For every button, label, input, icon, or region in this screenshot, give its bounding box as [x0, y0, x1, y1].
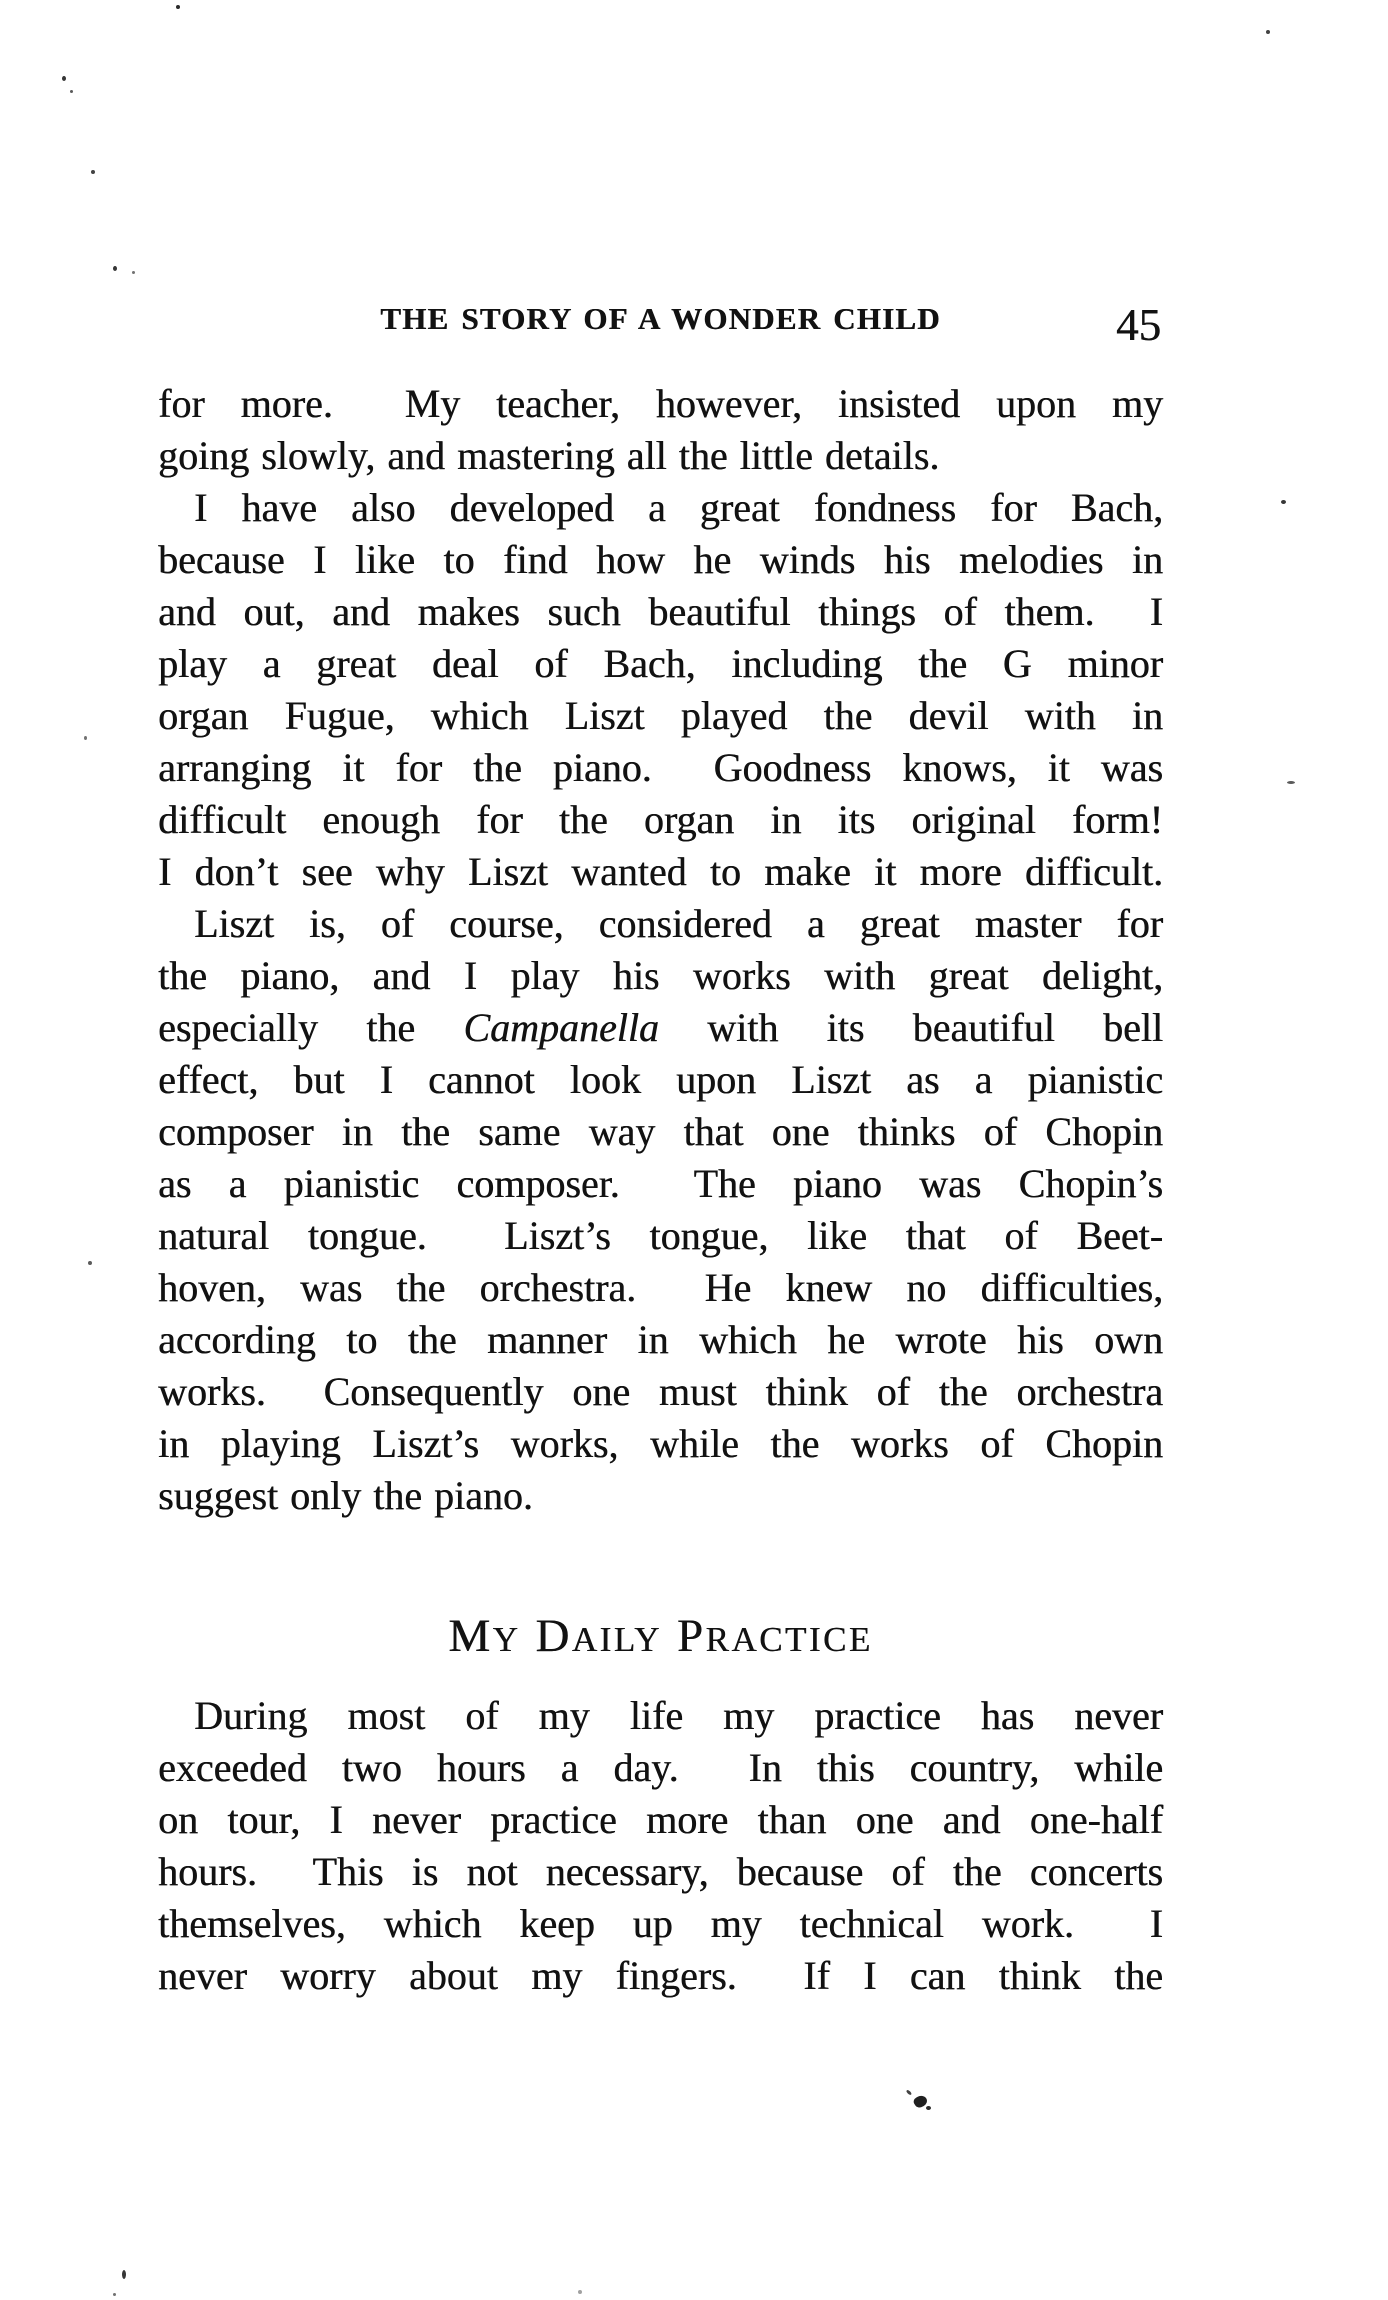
text-line: because I like to find how he winds his melodies in	[158, 537, 1163, 582]
scan-speck	[88, 1261, 92, 1265]
text-line: the piano, and I play his works with great delight,	[158, 953, 1163, 998]
section-heading	[158, 1610, 1163, 1662]
section-heading-letter: P	[676, 1610, 706, 1662]
text-block	[158, 378, 1163, 2002]
paragraph	[158, 378, 1163, 482]
text-line: Liszt is, of course, considered a great master for	[194, 901, 1163, 946]
text-line: exceeded two hours a day. In this country, while	[158, 1745, 1163, 1790]
text-line: natural tongue. Liszt’s tongue, like that of Beet-	[158, 1213, 1163, 1258]
text-line: difficult enough for the organ in its original form!	[158, 797, 1163, 842]
text-line: for more. My teacher, however, insisted upon my	[158, 381, 1163, 426]
paragraph	[158, 482, 1163, 898]
scan-speck	[578, 2290, 582, 2294]
scan-speck	[1287, 781, 1295, 784]
text-line: themselves, which keep up my technical work. I	[158, 1901, 1163, 1946]
text-line: according to the manner in which he wrote his own	[158, 1317, 1163, 1362]
section-heading-letter: D	[535, 1610, 572, 1662]
scan-speck	[1281, 500, 1286, 504]
scan-speck	[62, 76, 66, 81]
scan-speck	[1266, 30, 1270, 34]
paragraph	[158, 1690, 1163, 2002]
text-line: hoven, was the orchestra. He knew no difficulties,	[158, 1265, 1163, 1310]
section-heading-letter: AILY	[571, 1620, 677, 1659]
scan-speck	[926, 2106, 931, 2110]
text-line: I don’t see why Liszt wanted to make it more difficult.	[158, 849, 1163, 894]
text-line: organ Fugue, which Liszt played the devil with in	[158, 693, 1163, 738]
scan-speck	[122, 2270, 126, 2279]
page-number: 45	[1116, 300, 1161, 350]
text-line: During most of my life my practice has never	[194, 1693, 1163, 1738]
scan-speck	[113, 266, 117, 271]
text-line: arranging it for the piano. Goodness knows, it was	[158, 745, 1163, 790]
italic-word: Campanella	[463, 1005, 659, 1050]
scan-speck	[70, 90, 73, 93]
text-line: going slowly, and mastering all the little details.	[158, 433, 940, 478]
text-line: as a pianistic composer. The piano was Chopin’s	[158, 1161, 1163, 1206]
section-heading-letter: RACTICE	[705, 1620, 873, 1659]
text-line: I have also developed a great fondness for Bach,	[194, 485, 1163, 530]
text-line: especially the Campanella with its beautiful bell	[158, 1005, 1163, 1050]
text-line: effect, but I cannot look upon Liszt as a pianistic	[158, 1057, 1163, 1102]
text-line: never worry about my fingers. If I can think the	[158, 1953, 1163, 1998]
text-line: works. Consequently one must think of the orchestra	[158, 1369, 1163, 1414]
text-line: play a great deal of Bach, including the G minor	[158, 641, 1163, 686]
scan-speck	[113, 2293, 116, 2296]
text-line: on tour, I never practice more than one and one-half	[158, 1797, 1163, 1842]
scan-speck	[84, 736, 87, 740]
running-header	[158, 300, 1163, 350]
section-heading-letter: Y	[492, 1620, 536, 1659]
text-line: hours. This is not necessary, because of the concerts	[158, 1849, 1163, 1894]
text-line: in playing Liszt’s works, while the works of Chopin	[158, 1421, 1163, 1466]
scan-speck	[91, 170, 95, 174]
paragraph	[158, 898, 1163, 1522]
running-header-title: THE STORY OF A WONDER CHILD	[380, 301, 941, 336]
text-line: suggest only the piano.	[158, 1473, 533, 1518]
text-line: and out, and makes such beautiful things of them. I	[158, 589, 1163, 634]
section-heading-letter: M	[448, 1610, 493, 1662]
text-line: composer in the same way that one thinks of Chopin	[158, 1109, 1163, 1154]
scan-speck	[176, 5, 180, 9]
scan-speck	[132, 271, 135, 274]
scan-speck	[906, 2089, 913, 2095]
